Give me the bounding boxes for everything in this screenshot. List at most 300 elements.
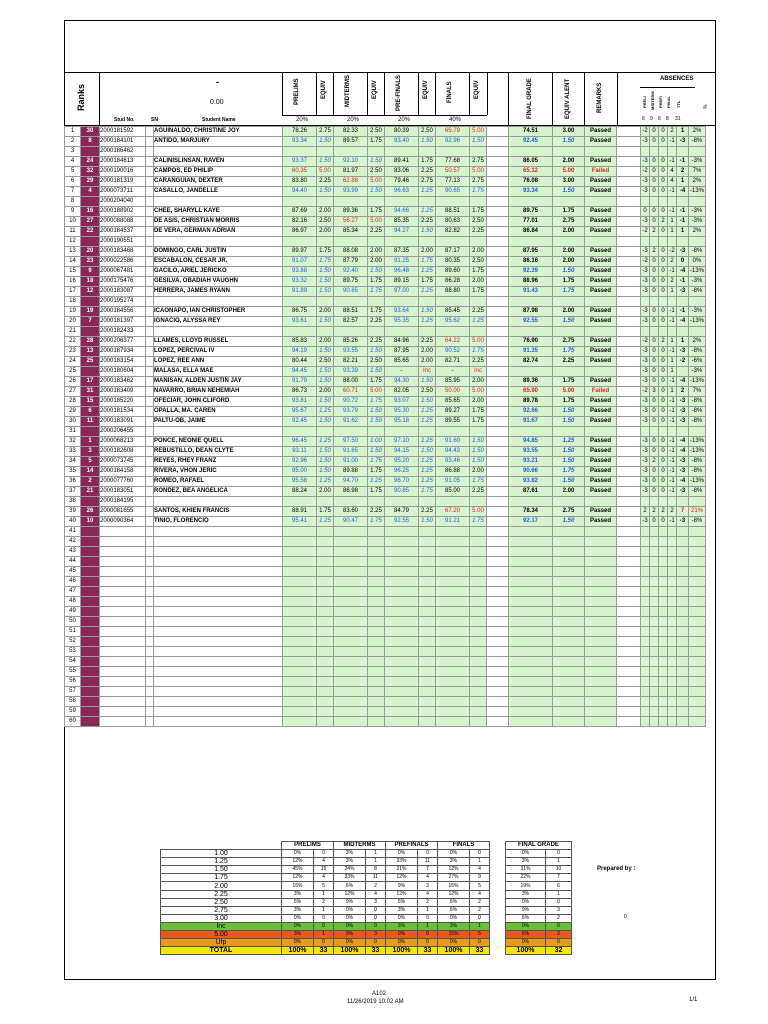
table-row — [65, 167, 706, 177]
sn-cell — [146, 457, 154, 467]
absence-cell: -3 — [641, 157, 650, 167]
grade-cell — [436, 557, 470, 567]
grade-cell — [436, 577, 470, 587]
weight-prelims: 20% — [296, 117, 309, 123]
student-name — [154, 557, 283, 567]
absence-total: 1 — [677, 177, 689, 187]
student-name: MALASA, ELLA MAE — [154, 367, 283, 377]
absence-percent — [689, 147, 706, 157]
sn-cell — [146, 487, 154, 497]
prefinals-equiv: 1.25 — [419, 467, 436, 477]
spacer-cell — [487, 677, 509, 687]
absence-cell: -3 — [641, 417, 650, 427]
final-equivalent — [553, 427, 585, 437]
remarks-cell: Failed — [585, 387, 617, 397]
absence-cell — [650, 587, 659, 597]
prefinals-equiv: 1.25 — [419, 187, 436, 197]
midterms-equiv: 1.75 — [368, 207, 385, 217]
sn-cell — [146, 527, 154, 537]
absence-cell — [659, 567, 668, 577]
student-name: MANISAN, ALDEN JUSTIN JAY — [154, 377, 283, 387]
student-name: CARANGUIAN, DEXTER — [154, 177, 283, 187]
sn-cell — [146, 337, 154, 347]
absence-percent: -13% — [689, 377, 706, 387]
summary-percent: 0% — [334, 939, 366, 947]
summary-percent: 12% — [334, 890, 366, 898]
table-row — [65, 317, 706, 327]
prefinals-equiv: 2.00 — [419, 347, 436, 357]
absence-cell — [668, 567, 677, 577]
finals-grade: 86.88 — [436, 467, 470, 477]
student-name — [154, 577, 283, 587]
student-name — [154, 647, 283, 657]
finals-equiv: 1.50 — [470, 457, 487, 467]
remarks-cell: Passed — [585, 187, 617, 197]
grade-cell — [419, 557, 436, 567]
final-grade: 91.35 — [509, 347, 553, 357]
summary-count: 0 — [418, 850, 438, 858]
empty-row — [65, 697, 706, 707]
grade-cell — [368, 597, 385, 607]
finals-grade — [436, 237, 470, 247]
summary-percent: 9% — [334, 898, 366, 906]
summary-count: 33 — [314, 947, 334, 955]
student-name: CALINISLINSAN, RAVEN — [154, 157, 283, 167]
prefinals-equiv: 2.25 — [419, 507, 436, 517]
absences-label: ABSENCES — [660, 76, 694, 82]
summary-percent: 0% — [386, 850, 418, 858]
row-number: 3 — [65, 147, 81, 157]
student-name: PONCE, NEONIE QUELL — [154, 437, 283, 447]
absence-cell — [641, 197, 650, 207]
summary-header: PREFINALS — [386, 842, 438, 850]
absence-percent: -13% — [689, 187, 706, 197]
sn-cell — [146, 177, 154, 187]
prefinals-grade: 96.70 — [385, 477, 419, 487]
table-row — [65, 287, 706, 297]
row-number: 23 — [65, 347, 81, 357]
student-number — [100, 567, 146, 577]
spacer-cell — [617, 517, 641, 527]
rank-cell — [81, 667, 100, 677]
absence-cell: 0 — [659, 487, 668, 497]
grade-cell — [283, 587, 317, 597]
absence-percent: -8% — [689, 347, 706, 357]
prelims-grade: 87.69 — [283, 207, 317, 217]
absence-cell: -3 — [641, 467, 650, 477]
absence-cell: -3 — [641, 217, 650, 227]
grade-cell — [368, 587, 385, 597]
absence-total: -1 — [677, 157, 689, 167]
finals-grade — [436, 427, 470, 437]
prelims-equiv: 1.50 — [317, 367, 334, 377]
table-row — [65, 187, 706, 197]
remarks-cell — [585, 327, 617, 337]
finals-equiv: 5.00 — [470, 127, 487, 137]
prelims-equiv: 1.50 — [317, 287, 334, 297]
summary-percent: 0% — [282, 939, 314, 947]
final-grade: 92.39 — [509, 267, 553, 277]
prefinals-grade: 83.06 — [385, 167, 419, 177]
prelims-grade: 82.16 — [283, 217, 317, 227]
summary-row — [161, 866, 572, 874]
absence-cell — [659, 687, 668, 697]
absence-cell — [650, 607, 659, 617]
grade-cell — [436, 597, 470, 607]
grade-cell — [334, 597, 368, 607]
spacer-cell — [617, 417, 641, 427]
summary-row — [161, 898, 572, 906]
midterms-equiv: 2.50 — [368, 167, 385, 177]
grade-cell — [470, 697, 487, 707]
rank-cell: 6 — [81, 407, 100, 417]
summary-percent: 100% — [386, 947, 418, 955]
grade-cell — [317, 637, 334, 647]
finals-grade: 94.43 — [436, 447, 470, 457]
spacer-cell — [487, 697, 509, 707]
prefinals-grade: 96.48 — [385, 267, 419, 277]
finals-equiv: 2.75 — [470, 157, 487, 167]
finals-grade: 89.55 — [436, 417, 470, 427]
remarks-cell: Passed — [585, 467, 617, 477]
absence-cell: 0 — [659, 417, 668, 427]
table-row — [65, 407, 706, 417]
final-equivalent: 2.00 — [553, 257, 585, 267]
absence-cell — [668, 717, 677, 727]
finals-equiv: 1.75 — [470, 417, 487, 427]
summary-percent: 0% — [282, 922, 314, 930]
row-number: 2 — [65, 137, 81, 147]
grade-cell — [283, 607, 317, 617]
absence-cell: 0 — [650, 337, 659, 347]
rank-cell: 10 — [81, 517, 100, 527]
final-grade: 76.90 — [509, 337, 553, 347]
remarks-cell — [585, 677, 617, 687]
absence-cell — [659, 617, 668, 627]
sn-cell — [146, 267, 154, 277]
prelims-equiv: 1.50 — [317, 467, 334, 477]
midterms-grade: 89.75 — [334, 277, 368, 287]
rank-cell — [81, 607, 100, 617]
spacer-cell — [617, 377, 641, 387]
student-name — [154, 497, 283, 507]
summary-grade-label: Inc — [161, 922, 282, 930]
absence-cell: 2 — [650, 457, 659, 467]
final-equivalent: 1.50 — [553, 137, 585, 147]
grade-cell — [334, 617, 368, 627]
final-equivalent: 2.00 — [553, 157, 585, 167]
table-row — [65, 357, 706, 367]
grade-cell — [385, 597, 419, 607]
finals-grade — [436, 497, 470, 507]
student-name — [154, 697, 283, 707]
absence-percent — [689, 537, 706, 547]
absence-total — [677, 627, 689, 637]
row-number: 6 — [65, 177, 81, 187]
absence-cell — [650, 717, 659, 727]
sn-cell — [146, 687, 154, 697]
sn-cell — [146, 637, 154, 647]
row-number: 60 — [65, 717, 81, 727]
prelims-equiv: 2.25 — [317, 177, 334, 187]
absence-cell: 0 — [659, 407, 668, 417]
table-row — [65, 207, 706, 217]
spacer-cell — [617, 317, 641, 327]
rank-cell — [81, 637, 100, 647]
grade-cell — [470, 587, 487, 597]
student-number — [100, 597, 146, 607]
grade-cell — [470, 577, 487, 587]
sn-cell — [146, 707, 154, 717]
absence-cell: 0 — [650, 127, 659, 137]
absence-cell — [650, 647, 659, 657]
finals-grade: 95.62 — [436, 317, 470, 327]
abs-col-final: FINAL — [666, 96, 671, 108]
absence-cell: 0 — [650, 357, 659, 367]
student-number: 2000188902 — [100, 207, 146, 217]
grade-cell — [470, 707, 487, 717]
summary-percent: 0% — [334, 914, 366, 922]
grade-cell — [436, 637, 470, 647]
final-grade: 88.96 — [509, 277, 553, 287]
student-name — [154, 197, 283, 207]
grade-cell — [368, 557, 385, 567]
prefinals-grade: 93.07 — [385, 397, 419, 407]
grade-cell — [385, 677, 419, 687]
final-grade: 89.75 — [509, 207, 553, 217]
final-equivalent — [553, 497, 585, 507]
summary-percent: 100% — [282, 947, 314, 955]
final-grade: 65.90 — [509, 387, 553, 397]
spacer-cell — [617, 157, 641, 167]
grade-cell — [334, 677, 368, 687]
absence-cell: -1 — [668, 457, 677, 467]
student-number — [100, 647, 146, 657]
spacer-cell — [617, 277, 641, 287]
absence-cell: 0 — [659, 457, 668, 467]
summary-percent: 6% — [506, 914, 546, 922]
student-number — [100, 677, 146, 687]
student-number: 2000182608 — [100, 447, 146, 457]
finals-equiv: 1.75 — [470, 477, 487, 487]
remarks-cell — [585, 557, 617, 567]
absence-cell: -3 — [641, 377, 650, 387]
student-number: 2000206455 — [100, 427, 146, 437]
summary-row — [161, 906, 572, 914]
prelims-grade: 86.73 — [283, 387, 317, 397]
spacer-cell — [617, 257, 641, 267]
row-number: 17 — [65, 287, 81, 297]
spacer-cell — [487, 537, 509, 547]
final-equivalent — [553, 567, 585, 577]
grade-cell — [283, 667, 317, 677]
remarks-cell — [585, 367, 617, 377]
header-row — [64, 72, 716, 126]
finals-equiv: 2.50 — [470, 257, 487, 267]
prefinals-grade — [385, 237, 419, 247]
abs-num-midterm: 9 — [650, 116, 653, 122]
summary-percent: 27% — [438, 874, 470, 882]
finals-equiv: 5.00 — [470, 337, 487, 347]
sn-cell — [146, 207, 154, 217]
final-grade: 89.36 — [509, 377, 553, 387]
spacer-cell — [487, 207, 509, 217]
summary-header-row — [161, 842, 572, 850]
final-equivalent: 2.00 — [553, 307, 585, 317]
absence-percent — [689, 707, 706, 717]
remarks-cell: Passed — [585, 487, 617, 497]
grade-cell — [470, 627, 487, 637]
table-row — [65, 337, 706, 347]
table-row — [65, 417, 706, 427]
grade-cell — [470, 537, 487, 547]
summary-grade-label: TOTAL — [161, 947, 282, 955]
absence-cell — [668, 667, 677, 677]
student-name — [154, 527, 283, 537]
final-grade: 92.45 — [509, 137, 553, 147]
summary-percent: 0% — [386, 931, 418, 939]
spacer-cell — [487, 427, 509, 437]
empty-row — [65, 527, 706, 537]
remarks-cell: Passed — [585, 437, 617, 447]
final-equivalent: 2.00 — [553, 247, 585, 257]
summary-count: 0 — [470, 850, 490, 858]
absence-cell — [659, 427, 668, 437]
summary-percent: 0% — [438, 939, 470, 947]
final-grade: 86.16 — [509, 257, 553, 267]
midterms-grade: 87.79 — [334, 257, 368, 267]
midterms-equiv: 1.75 — [368, 277, 385, 287]
midterms-label: MIDTERMS — [345, 75, 351, 107]
spacer-cell — [487, 497, 509, 507]
sn-cell — [146, 237, 154, 247]
remarks-cell — [585, 587, 617, 597]
rank-cell: 17 — [81, 377, 100, 387]
final-equivalent: 1.50 — [553, 407, 585, 417]
equiv3-header — [418, 73, 436, 115]
summary-gap — [490, 898, 506, 906]
sn-cell — [146, 537, 154, 547]
final-equivalent: 2.00 — [553, 227, 585, 237]
finals-grade: 85.00 — [436, 487, 470, 497]
summary-percent: 0% — [506, 922, 546, 930]
final-grade: 87.98 — [509, 307, 553, 317]
spacer-cell — [487, 527, 509, 537]
absence-total: -3 — [677, 397, 689, 407]
grade-cell — [368, 547, 385, 557]
absence-cell — [641, 297, 650, 307]
table-row — [65, 447, 706, 457]
absence-cell: -3 — [641, 367, 650, 377]
grade-cell — [368, 717, 385, 727]
summary-gap — [490, 906, 506, 914]
absence-cell — [650, 627, 659, 637]
final-equivalent — [553, 687, 585, 697]
grade-cell — [419, 717, 436, 727]
rank-cell — [81, 587, 100, 597]
spacer-cell — [617, 267, 641, 277]
summary-count: 2 — [470, 906, 490, 914]
finals-label: FINALS — [447, 81, 453, 103]
prelims-grade — [283, 297, 317, 307]
prefinals-equiv: 1.25 — [419, 267, 436, 277]
rank-cell: 25 — [81, 357, 100, 367]
final-equivalent: 1.25 — [553, 437, 585, 447]
absence-cell: 0 — [659, 137, 668, 147]
summary-percent: 19% — [506, 882, 546, 890]
summary-count: 1 — [366, 850, 386, 858]
summary-percent: 3% — [506, 890, 546, 898]
summary-row — [161, 914, 572, 922]
student-name — [154, 617, 283, 627]
table-row — [65, 427, 706, 437]
absence-cell — [641, 717, 650, 727]
midterms-grade: 89.88 — [334, 467, 368, 477]
absence-cell: -2 — [641, 167, 650, 177]
spacer-cell — [617, 177, 641, 187]
grade-cell — [368, 677, 385, 687]
equiv1-header — [316, 73, 334, 115]
student-number: 2000184537 — [100, 227, 146, 237]
absence-cell — [650, 237, 659, 247]
row-number: 31 — [65, 427, 81, 437]
grade-cell — [334, 687, 368, 697]
absence-cell: 2 — [659, 507, 668, 517]
prelims-header — [282, 73, 317, 115]
row-number: 28 — [65, 397, 81, 407]
grade-cell — [317, 697, 334, 707]
midterms-grade: 91.65 — [334, 447, 368, 457]
row-number: 44 — [65, 557, 81, 567]
remarks-cell — [585, 617, 617, 627]
prelims-grade: 86.75 — [283, 307, 317, 317]
summary-grade-label: 5.00 — [161, 931, 282, 939]
finals-grade: 65.79 — [436, 127, 470, 137]
sn-cell — [146, 437, 154, 447]
absence-cell: 2 — [650, 247, 659, 257]
spacer-cell — [487, 657, 509, 667]
empty-row — [65, 627, 706, 637]
grade-cell — [385, 587, 419, 597]
absence-cell: -1 — [668, 267, 677, 277]
grade-cell — [419, 537, 436, 547]
prelims-grade: 89.97 — [283, 247, 317, 257]
summary-grade-label: Ufp — [161, 939, 282, 947]
absence-cell: -3 — [641, 137, 650, 147]
row-number: 35 — [65, 467, 81, 477]
table-row — [65, 277, 706, 287]
row-number: 19 — [65, 307, 81, 317]
prelims-grade — [283, 147, 317, 157]
spacer-cell — [617, 247, 641, 257]
spacer-cell — [617, 697, 641, 707]
final-equivalent — [553, 197, 585, 207]
final-grade — [509, 657, 553, 667]
finals-equiv: 2.50 — [470, 217, 487, 227]
prepared-by-label: Prepared by : — [597, 866, 636, 872]
absence-total — [677, 427, 689, 437]
remarks-cell — [585, 537, 617, 547]
spacer-cell — [487, 687, 509, 697]
sn-label: SN — [151, 117, 158, 123]
absence-total — [677, 607, 689, 617]
summary-count: 3 — [366, 931, 386, 939]
student-name — [154, 677, 283, 687]
student-number: 2000190551 — [100, 237, 146, 247]
prefinals-equiv: 1.75 — [419, 487, 436, 497]
absence-cell — [659, 697, 668, 707]
student-number: 2000184613 — [100, 157, 146, 167]
